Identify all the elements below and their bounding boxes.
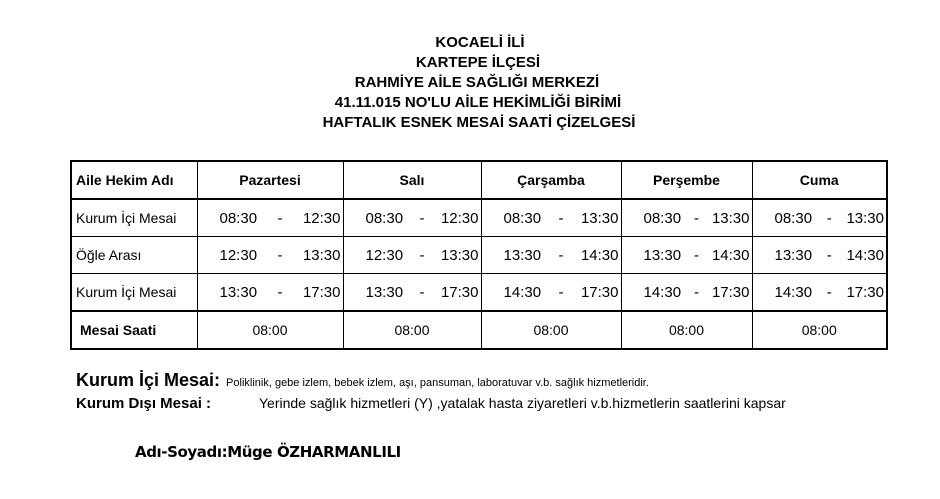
end-time: 17:30 [711,283,750,301]
dash: - [558,283,564,301]
table-header-row [71,161,887,199]
end-time: 14:30 [846,246,884,264]
time-cell [343,199,481,237]
start-time: 12:30 [365,246,404,264]
row-label: Kurum İçi Mesai [71,199,197,237]
dash: - [694,209,699,227]
dash: - [419,283,425,301]
start-time: 13:30 [365,283,404,301]
time-cell [752,274,887,312]
total-hours-cell: 08:00 [621,311,752,349]
external-work-text: Yerinde sağlık hizmetleri (Y) ,yatalak hasta ziyaretleri v.b.hizmetlerin saatlerini kapsar [259,395,786,411]
start-time: 13:30 [219,283,258,301]
time-cell [752,237,887,274]
dash: - [694,283,699,301]
time-cell [197,237,343,274]
end-time: 17:30 [302,283,341,301]
row-label: Kurum İçi Mesai [71,274,197,312]
end-time: 13:30 [302,246,341,264]
weekly-schedule-table [70,160,888,350]
time-cell [621,199,752,237]
total-hours-cell: 08:00 [343,311,481,349]
end-time: 17:30 [440,283,479,301]
start-time: 08:30 [774,209,813,227]
start-time: 08:30 [643,209,682,227]
table-row [71,274,887,312]
end-time: 12:30 [440,209,479,227]
dash: - [277,246,283,264]
start-time: 13:30 [643,246,682,264]
end-time: 14:30 [711,246,750,264]
external-work-label: Kurum Dışı Mesai : [76,395,212,412]
document-title [0,33,940,133]
start-time: 14:30 [503,283,542,301]
time-cell [343,237,481,274]
start-time: 08:30 [365,209,404,227]
dash: - [419,209,425,227]
time-cell [481,237,621,274]
start-time: 08:30 [219,209,258,227]
dash: - [558,209,564,227]
time-cell [343,274,481,312]
end-time: 13:30 [711,209,750,227]
row-label: Öğle Arası [71,237,197,274]
end-time: 13:30 [580,209,619,227]
dash: - [558,246,564,264]
internal-work-note [76,370,786,391]
day-header: Salı [343,161,481,199]
total-hours-cell: 08:00 [752,311,887,349]
dash: - [826,209,832,227]
time-cell [621,274,752,312]
end-time: 14:30 [580,246,619,264]
end-time: 17:30 [846,283,884,301]
start-time: 13:30 [774,246,813,264]
table-row [71,199,887,237]
external-work-note [76,395,786,412]
day-header: Pazartesi [197,161,343,199]
start-time: 08:30 [503,209,542,227]
notes-section [76,370,786,412]
dash: - [277,283,283,301]
dash: - [419,246,425,264]
title-unit: 41.11.015 NO'LU AİLE HEKİMLİĞİ BİRİMİ [334,94,622,111]
title-district: KARTEPE İLÇESİ [415,54,541,71]
title-schedule: HAFTALIK ESNEK MESAİ SAATİ ÇİZELGESİ [322,114,636,131]
start-time: 14:30 [774,283,813,301]
dash: - [826,246,832,264]
end-time: 13:30 [846,209,884,227]
time-cell [621,237,752,274]
internal-work-label: Kurum İçi Mesai: [76,370,221,390]
day-header: Çarşamba [481,161,621,199]
total-row-label: Mesai Saati [71,311,197,349]
dash: - [694,246,699,264]
time-cell [752,199,887,237]
start-time: 12:30 [219,246,258,264]
day-header: Perşembe [621,161,752,199]
time-cell [481,274,621,312]
start-time: 13:30 [503,246,542,264]
start-time: 14:30 [643,283,682,301]
time-cell [481,199,621,237]
title-province: KOCAELİ İLİ [435,34,525,51]
day-header: Cuma [752,161,887,199]
internal-work-text: Poliklinik, gebe izlem, bebek izlem, aşı, pansuman, laboratuvar v.b. sağlık hizmetleridir. [226,377,649,389]
table-row [71,237,887,274]
time-cell [197,199,343,237]
end-time: 17:30 [580,283,619,301]
end-time: 13:30 [440,246,479,264]
doctor-name: Adı-Soyadı:Müge ÖZHARMANLILI [135,443,401,461]
title-health-center: RAHMİYE AİLE SAĞLIĞI MERKEZİ [354,74,600,91]
dash: - [277,209,283,227]
dash: - [826,283,832,301]
total-hours-row [71,311,887,349]
end-time: 12:30 [302,209,341,227]
corner-header: Aile Hekim Adı [71,161,197,199]
total-hours-cell: 08:00 [481,311,621,349]
total-hours-cell: 08:00 [197,311,343,349]
time-cell [197,274,343,312]
